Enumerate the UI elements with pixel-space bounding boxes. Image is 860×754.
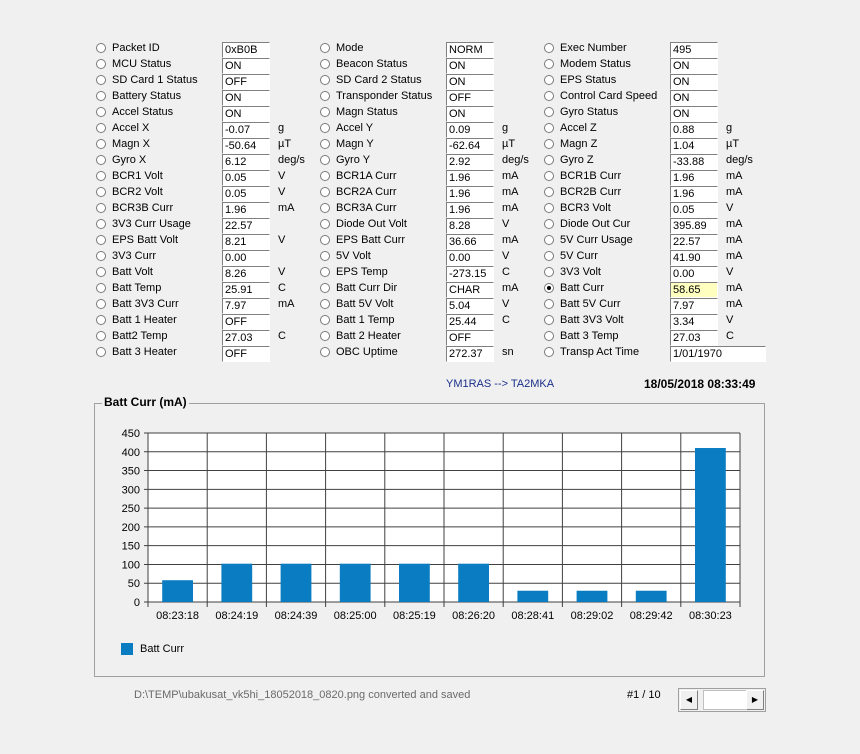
telemetry-label: 3V3 Volt <box>560 266 601 278</box>
telemetry-unit: mA <box>278 298 295 310</box>
telemetry-value: 1.96 <box>670 170 718 186</box>
telemetry-radio[interactable] <box>96 235 106 245</box>
chart-groupbox <box>94 403 765 677</box>
telemetry-value: ON <box>222 106 270 122</box>
telemetry-value: CHAR <box>446 282 494 298</box>
telemetry-panel <box>0 0 860 370</box>
telemetry-unit: mA <box>726 234 743 246</box>
telemetry-value: 0.88 <box>670 122 718 138</box>
telemetry-unit: mA <box>726 250 743 262</box>
telemetry-label: Batt 3 Heater <box>112 346 177 358</box>
telemetry-unit: mA <box>502 234 519 246</box>
telemetry-value: 8.28 <box>446 218 494 234</box>
arrow-right-icon[interactable]: ▶ <box>746 690 764 710</box>
telemetry-value: ON <box>446 58 494 74</box>
telemetry-radio[interactable] <box>320 139 330 149</box>
telemetry-value: ON <box>446 106 494 122</box>
telemetry-unit: V <box>502 250 510 262</box>
telemetry-label: Batt Volt <box>112 266 153 278</box>
telemetry-radio[interactable] <box>544 235 554 245</box>
telemetry-unit: mA <box>502 202 519 214</box>
x-tick-label: 08:25:00 <box>333 610 377 622</box>
telemetry-unit: V <box>278 266 286 278</box>
telemetry-unit: V <box>502 298 510 310</box>
telemetry-radio[interactable] <box>320 203 330 213</box>
telemetry-label: Packet ID <box>112 42 160 54</box>
telemetry-label: 3V3 Curr Usage <box>112 218 191 230</box>
telemetry-radio[interactable] <box>320 251 330 261</box>
telemetry-unit: mA <box>502 186 519 198</box>
telemetry-value: NORM <box>446 42 494 58</box>
telemetry-radio[interactable] <box>544 43 554 53</box>
telemetry-unit: µT <box>726 138 740 150</box>
telemetry-label: BCR1A Curr <box>336 170 397 182</box>
telemetry-label: Magn Y <box>336 138 374 150</box>
telemetry-radio[interactable] <box>96 347 106 357</box>
telemetry-label: OBC Uptime <box>336 346 398 358</box>
telemetry-value: 27.03 <box>222 330 270 346</box>
telemetry-label: Magn X <box>112 138 150 150</box>
telemetry-radio[interactable] <box>96 267 106 277</box>
telemetry-label: Batt 2 Heater <box>336 330 401 342</box>
telemetry-value: 272.37 <box>446 346 494 362</box>
x-tick-label: 08:29:42 <box>629 610 673 622</box>
telemetry-label: 5V Curr <box>560 250 598 262</box>
y-tick-label: 0 <box>133 597 140 609</box>
telemetry-value: 1.96 <box>446 170 494 186</box>
y-tick-label: 450 <box>121 428 140 440</box>
telemetry-label: EPS Batt Curr <box>336 234 406 246</box>
telemetry-radio[interactable] <box>320 107 330 117</box>
telemetry-unit: g <box>502 122 509 134</box>
telemetry-unit: C <box>726 330 734 342</box>
telemetry-radio[interactable] <box>544 187 554 197</box>
telemetry-radio[interactable] <box>320 59 330 69</box>
telemetry-label: Gyro Z <box>560 154 594 166</box>
telemetry-label: Batt 3 Temp <box>560 330 619 342</box>
telemetry-radio[interactable] <box>320 283 330 293</box>
telemetry-radio[interactable] <box>544 75 554 85</box>
telemetry-radio[interactable] <box>544 267 554 277</box>
telemetry-label: Batt 3V3 Volt <box>560 314 624 326</box>
telemetry-label: Control Card Speed <box>560 90 658 102</box>
telemetry-radio[interactable] <box>544 59 554 69</box>
telemetry-label: Batt 1 Temp <box>336 314 395 326</box>
x-tick-label: 08:24:19 <box>215 610 259 622</box>
telemetry-value: 7.97 <box>670 298 718 314</box>
chart-title: Batt Curr (mA) <box>104 395 187 409</box>
telemetry-unit: C <box>502 266 510 278</box>
telemetry-unit: deg/s <box>502 154 529 166</box>
telemetry-radio[interactable] <box>320 347 330 357</box>
telemetry-value: 0.05 <box>222 186 270 202</box>
telemetry-radio[interactable] <box>96 219 106 229</box>
telemetry-unit: deg/s <box>726 154 753 166</box>
telemetry-radio[interactable] <box>96 299 106 309</box>
telemetry-radio[interactable] <box>96 283 106 293</box>
telemetry-value: -33.88 <box>670 154 718 170</box>
telemetry-label: BCR3A Curr <box>336 202 397 214</box>
telemetry-unit: V <box>726 314 734 326</box>
telemetry-radio[interactable] <box>544 107 554 117</box>
telemetry-unit: C <box>502 314 510 326</box>
telemetry-label: EPS Batt Volt <box>112 234 179 246</box>
telemetry-label: BCR1B Curr <box>560 170 622 182</box>
telemetry-radio[interactable] <box>544 219 554 229</box>
telemetry-unit: mA <box>278 202 295 214</box>
telemetry-unit: mA <box>502 282 519 294</box>
x-tick-label: 08:26:20 <box>452 610 496 622</box>
telemetry-radio[interactable] <box>544 299 554 309</box>
telemetry-radio[interactable] <box>544 315 554 325</box>
telemetry-radio[interactable] <box>544 203 554 213</box>
telemetry-value: 7.97 <box>222 298 270 314</box>
telemetry-label: Exec Number <box>560 42 627 54</box>
arrow-left-icon[interactable]: ◀ <box>680 690 698 710</box>
telemetry-radio[interactable] <box>320 171 330 181</box>
telemetry-value: 0.00 <box>222 250 270 266</box>
y-tick-label: 150 <box>121 540 140 553</box>
telemetry-radio[interactable] <box>320 235 330 245</box>
telemetry-value: 1.04 <box>670 138 718 154</box>
telemetry-value: OFF <box>222 314 270 330</box>
y-tick-label: 250 <box>121 503 140 516</box>
telemetry-unit: V <box>502 218 510 230</box>
telemetry-value: ON <box>222 90 270 106</box>
telemetry-value: ON <box>670 90 718 106</box>
telemetry-label: BCR3B Curr <box>112 202 174 214</box>
telemetry-radio[interactable] <box>96 107 106 117</box>
scroll-thumb[interactable] <box>703 690 749 710</box>
telemetry-radio[interactable] <box>544 347 554 357</box>
telemetry-value: 0.00 <box>670 266 718 282</box>
telemetry-value: 0.09 <box>446 122 494 138</box>
telemetry-value: 8.26 <box>222 266 270 282</box>
telemetry-radio[interactable] <box>96 91 106 101</box>
telemetry-label: 3V3 Curr <box>112 250 157 262</box>
telemetry-label: Transponder Status <box>336 90 433 102</box>
telemetry-unit: mA <box>502 170 519 182</box>
x-tick-label: 08:24:39 <box>274 610 318 622</box>
telemetry-label: Diode Out Volt <box>336 218 407 230</box>
telemetry-radio[interactable] <box>320 315 330 325</box>
telemetry-label: EPS Temp <box>336 266 388 278</box>
telemetry-radio[interactable] <box>320 155 330 165</box>
telemetry-radio[interactable] <box>96 187 106 197</box>
telemetry-value: -273.15 <box>446 266 494 282</box>
telemetry-unit: mA <box>726 298 743 310</box>
legend-label: Batt Curr <box>140 643 185 655</box>
telemetry-unit: V <box>278 234 286 246</box>
telemetry-value: 22.57 <box>222 218 270 234</box>
telemetry-radio[interactable] <box>96 139 106 149</box>
telemetry-radio[interactable] <box>544 171 554 181</box>
telemetry-value: 25.44 <box>446 314 494 330</box>
telemetry-label: Transp Act Time <box>560 346 640 358</box>
telemetry-value: 8.21 <box>222 234 270 250</box>
x-tick-label: 08:30:23 <box>688 610 732 622</box>
telemetry-value: 25.91 <box>222 282 270 298</box>
telemetry-value: -62.64 <box>446 138 494 154</box>
telemetry-label: SD Card 1 Status <box>112 74 198 86</box>
telemetry-label: BCR1 Volt <box>112 170 163 182</box>
telemetry-label: Gyro X <box>112 154 147 166</box>
telemetry-label: Magn Z <box>560 138 598 150</box>
callsign-label: YM1RAS --> TA2MKA <box>446 378 555 390</box>
telemetry-label: Beacon Status <box>336 58 408 70</box>
telemetry-label: Batt Curr <box>560 282 605 294</box>
telemetry-value: 3.34 <box>670 314 718 330</box>
telemetry-label: EPS Status <box>560 74 617 86</box>
telemetry-radio[interactable] <box>320 75 330 85</box>
telemetry-label: Accel Y <box>336 122 374 134</box>
page-indicator: #1 / 10 <box>627 689 661 701</box>
telemetry-value: 1.96 <box>670 186 718 202</box>
telemetry-value: 0.05 <box>670 202 718 218</box>
legend-swatch <box>121 643 133 655</box>
telemetry-value: 0.00 <box>446 250 494 266</box>
telemetry-value: 6.12 <box>222 154 270 170</box>
telemetry-radio[interactable] <box>320 123 330 133</box>
telemetry-label: Batt 5V Curr <box>560 298 621 310</box>
telemetry-radio[interactable] <box>320 91 330 101</box>
telemetry-unit: mA <box>726 218 743 230</box>
telemetry-label: BCR2B Curr <box>560 186 622 198</box>
telemetry-unit: deg/s <box>278 154 305 166</box>
telemetry-radio[interactable] <box>96 203 106 213</box>
telemetry-radio[interactable] <box>96 251 106 261</box>
telemetry-label: Batt Curr Dir <box>336 282 398 294</box>
telemetry-value: ON <box>446 74 494 90</box>
y-tick-label: 100 <box>121 559 140 572</box>
y-tick-label: 300 <box>121 484 140 497</box>
telemetry-label: MCU Status <box>112 58 172 70</box>
y-tick-label: 400 <box>121 446 140 459</box>
telemetry-radio[interactable] <box>544 283 554 293</box>
telemetry-label: BCR2A Curr <box>336 186 397 198</box>
telemetry-label: 5V Curr Usage <box>560 234 633 246</box>
telemetry-value: ON <box>670 74 718 90</box>
telemetry-radio[interactable] <box>320 331 330 341</box>
telemetry-unit: V <box>726 202 734 214</box>
telemetry-label: 5V Volt <box>336 250 371 262</box>
telemetry-value: 58.65 <box>670 282 718 298</box>
telemetry-label: Accel X <box>112 122 150 134</box>
telemetry-label: Mode <box>336 42 364 54</box>
telemetry-value: -0.07 <box>222 122 270 138</box>
telemetry-value: 0.05 <box>222 170 270 186</box>
telemetry-value: 1.96 <box>222 202 270 218</box>
telemetry-radio[interactable] <box>320 267 330 277</box>
telemetry-unit: mA <box>726 186 743 198</box>
telemetry-radio[interactable] <box>96 331 106 341</box>
telemetry-radio[interactable] <box>96 155 106 165</box>
y-tick-label: 350 <box>121 465 140 478</box>
telemetry-unit: mA <box>726 170 743 182</box>
telemetry-unit: V <box>726 266 734 278</box>
telemetry-label: Batt 1 Heater <box>112 314 177 326</box>
telemetry-unit: C <box>278 282 286 294</box>
telemetry-label: Batt 5V Volt <box>336 298 394 310</box>
telemetry-value: 1/01/1970 <box>670 346 766 362</box>
x-tick-label: 08:23:18 <box>156 610 200 622</box>
telemetry-value: 36.66 <box>446 234 494 250</box>
telemetry-value: 5.04 <box>446 298 494 314</box>
telemetry-label: Modem Status <box>560 58 631 70</box>
y-tick-label: 200 <box>121 521 140 534</box>
telemetry-radio[interactable] <box>544 91 554 101</box>
telemetry-radio[interactable] <box>96 59 106 69</box>
telemetry-unit: sn <box>502 346 514 358</box>
telemetry-value: -50.64 <box>222 138 270 154</box>
telemetry-value: 1.96 <box>446 186 494 202</box>
y-tick-label: 50 <box>127 578 140 591</box>
telemetry-radio[interactable] <box>96 75 106 85</box>
telemetry-radio[interactable] <box>96 171 106 181</box>
telemetry-radio[interactable] <box>320 299 330 309</box>
telemetry-radio[interactable] <box>96 43 106 53</box>
telemetry-label: Accel Z <box>560 122 597 134</box>
telemetry-unit: C <box>278 330 286 342</box>
telemetry-value: 2.92 <box>446 154 494 170</box>
status-message: D:\TEMP\ubakusat_vk5hi_18052018_0820.png converted and saved <box>134 689 471 701</box>
page-scrollbar[interactable] <box>678 688 766 712</box>
telemetry-value: 27.03 <box>670 330 718 346</box>
telemetry-radio[interactable] <box>544 155 554 165</box>
telemetry-label: Magn Status <box>336 106 398 118</box>
telemetry-value: OFF <box>446 330 494 346</box>
telemetry-value: ON <box>222 58 270 74</box>
telemetry-radio[interactable] <box>544 331 554 341</box>
telemetry-label: Gyro Y <box>336 154 371 166</box>
telemetry-label: Battery Status <box>112 90 182 102</box>
telemetry-value: OFF <box>222 346 270 362</box>
telemetry-unit: V <box>278 170 286 182</box>
telemetry-value: 495 <box>670 42 718 58</box>
telemetry-label: Gyro Status <box>560 106 619 118</box>
telemetry-value: ON <box>670 58 718 74</box>
x-tick-label: 08:25:19 <box>392 610 436 622</box>
telemetry-label: Batt2 Temp <box>112 330 168 342</box>
telemetry-label: BCR3 Volt <box>560 202 611 214</box>
telemetry-unit: µT <box>502 138 516 150</box>
telemetry-label: Accel Status <box>112 106 174 118</box>
telemetry-label: Batt Temp <box>112 282 162 294</box>
telemetry-label: SD Card 2 Status <box>336 74 422 86</box>
telemetry-value: OFF <box>222 74 270 90</box>
telemetry-unit: g <box>726 122 733 134</box>
telemetry-radio[interactable] <box>96 315 106 325</box>
telemetry-label: BCR2 Volt <box>112 186 163 198</box>
telemetry-value: 0xB0B <box>222 42 270 58</box>
datetime-label: 18/05/2018 08:33:49 <box>644 377 756 391</box>
telemetry-value: 395.89 <box>670 218 718 234</box>
telemetry-value: 41.90 <box>670 250 718 266</box>
telemetry-value: ON <box>670 106 718 122</box>
telemetry-label: Batt 3V3 Curr <box>112 298 179 310</box>
telemetry-value: 1.96 <box>446 202 494 218</box>
telemetry-value: 22.57 <box>670 234 718 250</box>
x-tick-label: 08:29:02 <box>570 610 614 622</box>
telemetry-unit: mA <box>726 282 743 294</box>
telemetry-radio[interactable] <box>320 187 330 197</box>
telemetry-radio[interactable] <box>544 123 554 133</box>
telemetry-unit: g <box>278 122 285 134</box>
telemetry-radio[interactable] <box>320 43 330 53</box>
telemetry-unit: µT <box>278 138 292 150</box>
telemetry-radio[interactable] <box>96 123 106 133</box>
telemetry-radio[interactable] <box>544 139 554 149</box>
telemetry-radio[interactable] <box>320 219 330 229</box>
telemetry-unit: V <box>278 186 286 198</box>
telemetry-value: OFF <box>446 90 494 106</box>
x-tick-label: 08:28:41 <box>511 610 555 622</box>
telemetry-radio[interactable] <box>544 251 554 261</box>
telemetry-label: Diode Out Cur <box>560 218 631 230</box>
